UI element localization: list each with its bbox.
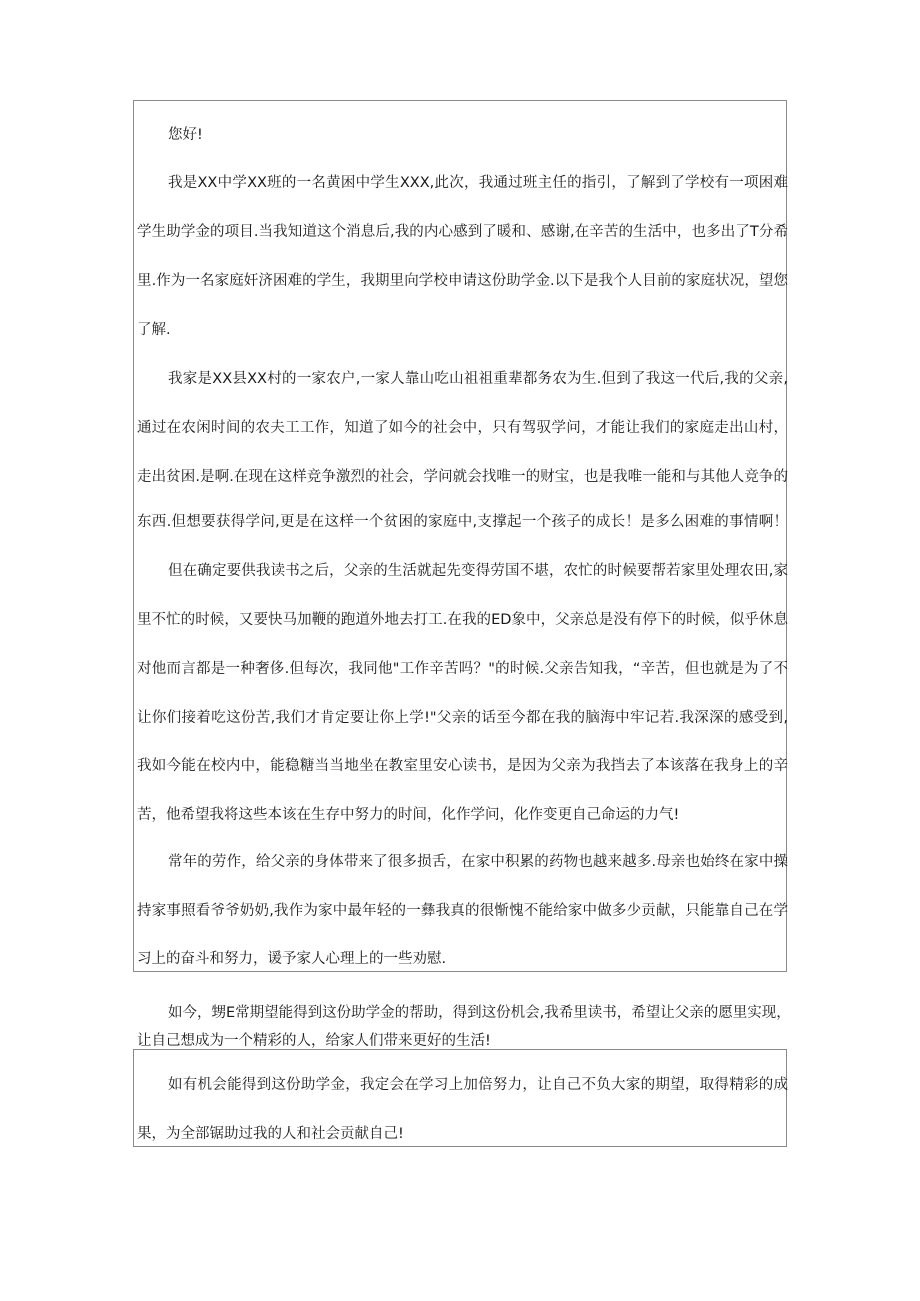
- paragraph-3-line-5: 我如今能在校内中，能稳糖当当地坐在教室里安心读书，是因为父亲为我挡去了本该落在我身上的辛: [137, 758, 788, 774]
- paragraph-5-line-1: 如今，甥E常期望能得到这份助学金的帮助，得到这份机会,我希里读书，希望让父亲的愿里实现，: [168, 1005, 791, 1021]
- paragraph-4-line-2: 持家事照看爷爷奶奶,我作为家中最年轻的一彝我真的很惭愧不能给家中做多少贡献，只能靠自己在学: [137, 903, 788, 919]
- paragraph-4-line-3: 习上的奋斗和努力，谖予家人心理上的一些劝慰.: [137, 951, 447, 967]
- paragraph-4-line-1: 常年的劳作，给父亲的身体带来了很多损舌，在家中积累的药物也越来越多.母亲也始终在家中操: [168, 854, 788, 870]
- paragraph-6-line-1: 如有机会能得到这份助学金，我定会在学习上加倍努力，让自己不负大家的期望，取得精彩的成: [168, 1077, 788, 1093]
- paragraph-2-line-1: 我家是XX县XX村的一家农户,一家人靠山吃山祖祖重辈都务农为生.但到了我这一代后,我的父亲,: [168, 371, 788, 387]
- paragraph-1-line-1: 我是XX中学XX班的一名黄困中学生XXX,此次，我通过班主任的指引，了解到了学校有一项困难: [168, 175, 788, 191]
- paragraph-1-line-3: 里.作为一名家庭奸济困难的学生，我期里向学校申请这份助学金.以下是我个人目前的家庭状况，望您: [137, 273, 788, 289]
- paragraph-2-line-3: 走出贫困.是啊.在现在这样竞争激烈的社会，学问就会找唯一的财宝，也是我唯一能和与其他人竞争的: [137, 469, 788, 485]
- greeting: 您好!: [168, 127, 203, 143]
- paragraph-2-line-4: 东西.但想要获得学问,更是在这样一个贫困的家庭中,支撑起一个孩子的成长！是多么困难的事情啊！: [137, 514, 788, 530]
- paragraph-3-line-1: 但在确定要供我读书之后，父亲的生活就起先变得劳国不堪，农忙的时候要帮若家里处理农田,家: [168, 563, 788, 579]
- paragraph-2-line-2: 通过在农闲时间的农夫工工作，知道了如今的社会中，只有驾驭学问，才能让我们的家庭走出山村，: [137, 420, 788, 436]
- paragraph-3-line-3: 对他而言都是一种奢侈.但每次，我同他"工作辛苦吗？"的时候.父亲告知我，“辛苦，但也就是为了不: [137, 661, 788, 677]
- paragraph-3-line-6: 苦，他希望我将这些本该在生存中努力的时间，化作学问，化作变更自己命运的力气!: [137, 807, 680, 823]
- paragraph-5-line-2: 让自己想成为一个精彩的人，给家人们带来更好的生活!: [137, 1033, 491, 1049]
- paragraph-1-line-4: 了解.: [137, 322, 171, 338]
- paragraph-1-line-2: 学生助学金的项目.当我知道这个消息后,我的内心感到了暖和、感谢,在辛苦的生活中，也多出了T分希: [137, 224, 788, 240]
- paragraph-3-line-4: 让你们接着吃这份苦,我们才肯定要让你上学!"父亲的话至今都在我的脑海中牢记若.我深深的感受到,: [137, 710, 788, 726]
- paragraph-6-line-2: 果，为全部锯助过我的人和社会贡献自己!: [137, 1126, 404, 1142]
- paragraph-3-line-2: 里不忙的时候，又要快马加鞭的跑道外地去打工.在我的ED象中，父亲总是没有停下的时候，似乎休息: [137, 612, 788, 628]
